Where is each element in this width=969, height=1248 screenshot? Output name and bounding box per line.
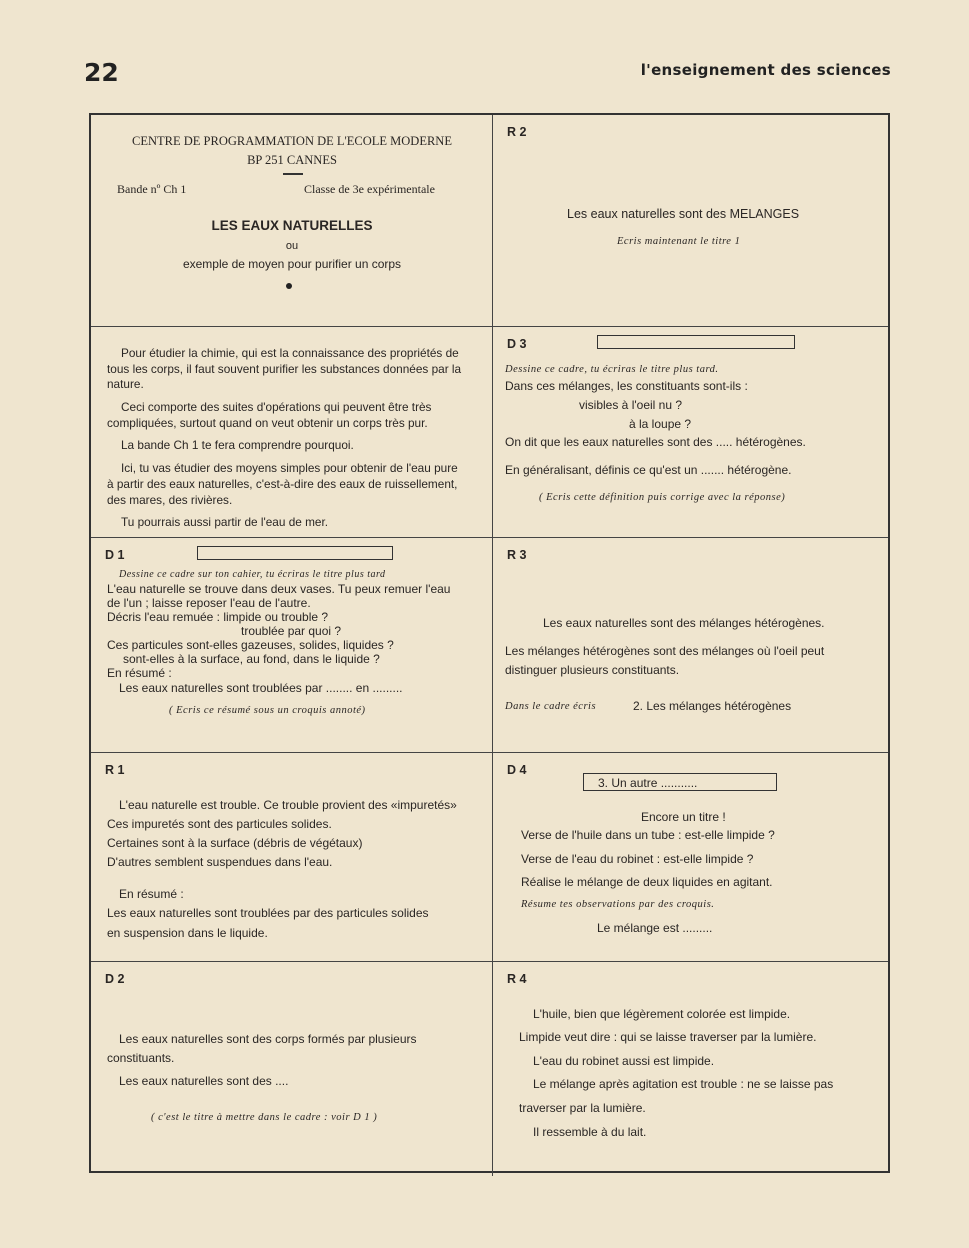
d1-line7: sont-elles à la surface, au fond, dans le liquide ?: [123, 652, 380, 666]
r2-line1: Les eaux naturelles sont des MELANGES: [567, 207, 800, 221]
cell-r2: [493, 115, 888, 327]
r4-line3: L'eau du robinet aussi est limpide.: [533, 1054, 715, 1068]
cell-d3: [493, 327, 888, 538]
r3-line4a: Dans le cadre écris: [505, 701, 597, 712]
d1-line4: Décris l'eau remuée : limpide ou trouble ?: [107, 610, 329, 624]
cell-r3: [493, 538, 888, 753]
d3-line4: à la loupe ?: [629, 417, 692, 431]
d3-line5: On dit que les eaux naturelles sont des ..... hétérogènes.: [505, 435, 806, 449]
d4-line4: Réalise le mélange de deux liquides en agitant.: [521, 875, 773, 889]
r1-line6: Les eaux naturelles sont troublées par des particules solides: [107, 906, 429, 920]
d1-line1: Dessine ce cadre sur ton cahier, tu écriras le titre plus tard: [119, 569, 386, 580]
r4-line5: traverser par la lumière.: [519, 1101, 646, 1115]
cell-label: D 3: [507, 337, 527, 351]
r4-line6: Il ressemble à du lait.: [533, 1125, 647, 1139]
d1-line5: troublée par quoi ?: [241, 624, 342, 638]
r2-line2: Ecris maintenant le titre 1: [617, 236, 741, 247]
cell-r1: [91, 753, 493, 962]
divider: [283, 173, 303, 175]
cell-label: D 2: [105, 972, 125, 986]
d1-line8: En résumé :: [107, 666, 172, 680]
title-frame: [597, 335, 795, 349]
r3-line2: Les mélanges hétérogènes sont des mélanges où l'oeil peut: [505, 644, 825, 658]
d1-line3: de l'un ; laisse reposer l'eau de l'autre.: [107, 596, 311, 610]
r3-line4b: 2. Les mélanges hétérogènes: [633, 699, 792, 713]
d3-line6: En généralisant, définis ce qu'est un ....... hétérogène.: [505, 463, 792, 477]
intro-p2: Ceci comporte des suites d'opérations qui peuvent être très compliquées, surtout quand on veut obtenir un corps très pur.: [107, 400, 432, 430]
d4-line1: Encore un titre !: [641, 810, 726, 824]
lesson-subtitle: exemple de moyen pour purifier un corps: [182, 257, 402, 271]
d4-line3: Verse de l'eau du robinet : est-elle limpide ?: [521, 852, 754, 866]
d2-line3: Les eaux naturelles sont des ....: [119, 1074, 289, 1088]
intro-p3: La bande Ch 1 te fera comprendre pourquoi.: [121, 438, 354, 453]
r3-line3: distinguer plusieurs constituants.: [505, 663, 680, 677]
d1-line6: Ces particules sont-elles gazeuses, solides, liquides ?: [107, 638, 394, 652]
cell-d2: [91, 962, 493, 1176]
d4-line2: Verse de l'huile dans un tube : est-elle limpide ?: [521, 828, 775, 842]
d3-line2: Dans ces mélanges, les constituants sont-ils :: [505, 379, 748, 393]
r1-line4: D'autres semblent suspendues dans l'eau.: [107, 855, 333, 869]
r1-line1: L'eau naturelle est trouble. Ce trouble provient des «impuretés»: [119, 798, 457, 812]
d3-line1: Dessine ce cadre, tu écriras le titre plus tard.: [505, 364, 719, 375]
r4-line1: L'huile, bien que légèrement colorée est limpide.: [533, 1007, 791, 1021]
d4-line5: Résume tes observations par des croquis.: [521, 899, 715, 910]
r1-line3: Certaines sont à la surface (débris de végétaux): [107, 836, 363, 850]
running-head: l'enseignement des sciences: [640, 61, 891, 79]
d2-line1: Les eaux naturelles sont des corps formés par plusieurs: [119, 1032, 417, 1046]
r1-line2: Ces impuretés sont des particules solides.: [107, 817, 332, 831]
org-line2: BP 251 CANNES: [247, 153, 337, 167]
lesson-title: LES EAUX NATURELLES: [211, 218, 373, 233]
class-label: Classe de 3e expérimentale: [304, 182, 435, 196]
d1-line9: Les eaux naturelles sont troublées par ........ en .........: [119, 681, 403, 695]
r4-line4: Le mélange après agitation est trouble : ne se laisse pas: [533, 1077, 834, 1091]
d1-line10: ( Ecris ce résumé sous un croquis annoté): [169, 705, 366, 716]
cell-label: R 4: [507, 972, 527, 986]
d3-line7: ( Ecris cette définition puis corrige avec la réponse): [539, 492, 786, 503]
title-frame: [197, 546, 393, 560]
cell-label: R 3: [507, 548, 527, 562]
bullet-dot: [286, 283, 292, 289]
intro-p5: Tu pourrais aussi partir de l'eau de mer.: [121, 515, 329, 530]
band-number: Bande nº Ch 1: [117, 182, 187, 196]
d2-line2: constituants.: [107, 1051, 175, 1065]
cell-r4: [493, 962, 888, 1176]
r4-line2: Limpide veut dire : qui se laisse traverser par la lumière.: [519, 1030, 817, 1044]
intro-p1: Pour étudier la chimie, qui est la connaissance des propriétés de tous les corps, il faut souvent purifier les substances données par la nature.: [107, 346, 462, 392]
r3-line1: Les eaux naturelles sont des mélanges hétérogènes.: [543, 616, 825, 630]
d1-line2: L'eau naturelle se trouve dans deux vases. Tu peux remuer l'eau: [107, 582, 451, 596]
r1-line5: En résumé :: [119, 887, 184, 901]
programmed-lesson-grid: [89, 113, 890, 1173]
d4-line6: Le mélange est .........: [597, 921, 713, 935]
cell-header: [91, 115, 493, 327]
cell-label: D 4: [507, 763, 527, 777]
page-number: 22: [84, 58, 119, 87]
r1-line7: en suspension dans le liquide.: [107, 926, 268, 940]
cell-d1: [91, 538, 493, 753]
intro-p4: Ici, tu vas étudier des moyens simples pour obtenir de l'eau pure à partir des eaux naturelles, c'est-à-dire des eaux de ruissellement, des mares, des rivières.: [107, 461, 458, 507]
d2-line4: ( c'est le titre à mettre dans le cadre : voir D 1 ): [151, 1112, 378, 1123]
cell-label: D 1: [105, 548, 125, 562]
cell-label: R 2: [507, 125, 527, 139]
lesson-title-or: ou: [285, 240, 299, 252]
cell-label: R 1: [105, 763, 125, 777]
d3-line3: visibles à l'oeil nu ?: [579, 398, 683, 412]
title-frame: 3. Un autre ...........: [583, 773, 777, 791]
cell-intro: [91, 327, 493, 538]
org-line1: CENTRE DE PROGRAMMATION DE L'ECOLE MODERNE: [132, 134, 452, 148]
cell-d4: [493, 753, 888, 962]
